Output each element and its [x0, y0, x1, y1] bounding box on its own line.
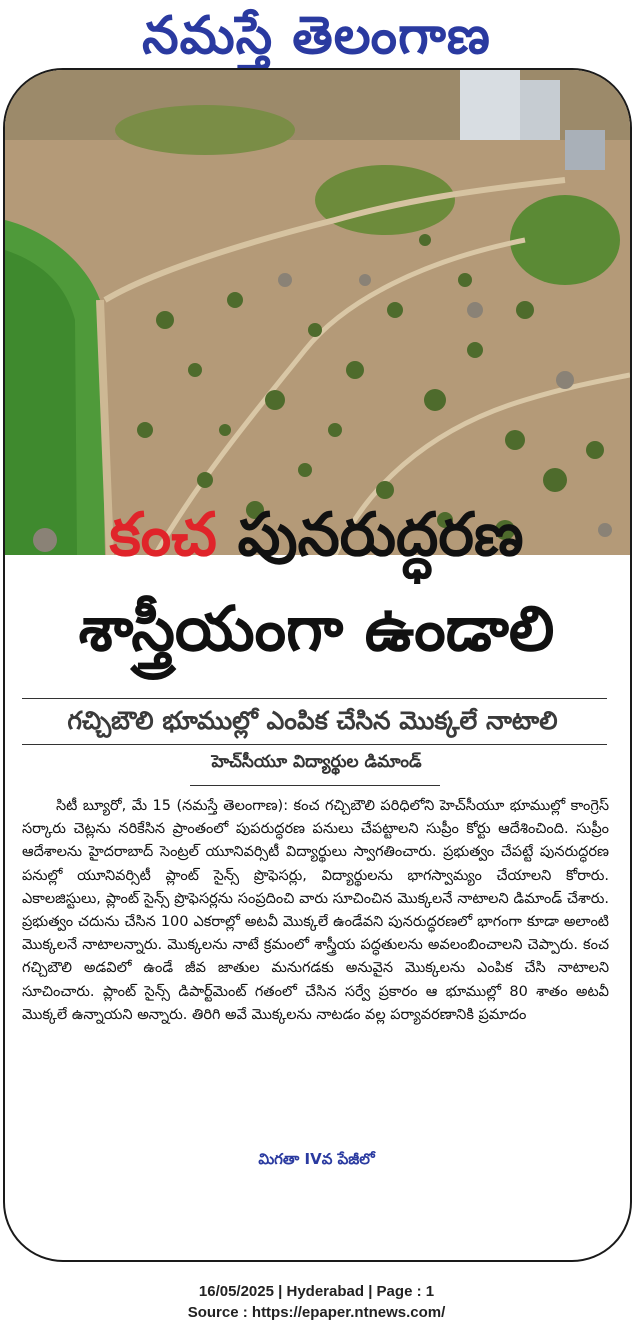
- continued-note: మిగతా IVవ పేజీలో: [258, 1150, 375, 1168]
- footer-source-link[interactable]: Source : https://epaper.ntnews.com/: [187, 1304, 446, 1321]
- headline-accent: కంచ: [109, 500, 217, 570]
- aerial-photo: [5, 70, 630, 555]
- headline-line-1-rest: పునరుద్ధరణ: [216, 500, 524, 570]
- article-body: [22, 795, 609, 1027]
- divider-short: [190, 785, 440, 786]
- article-frame: [3, 68, 632, 1262]
- headline-line-2: శాస్త్రీయంగా ఉండాలి: [78, 592, 555, 665]
- article-paragraph: సిటీ బ్యూరో, మే 15 (నమస్తే తెలంగాణ): కంచ గచ్చిబౌలి పరిధిలోని హెచ్‌సీయూ భూముల్లో కాంగ్రెస్ సర్కారు చెట్లను నరికేసిన ప్రాంతంలో పుపరుద్ధరణ పనులు చేపట్టాలని సుప్రీం కోర్టు ఆదేశించింది. సుప్రీం ఆదేశాలను హైదరాబాద్ సెంట్రల్ యూనివర్సిటీ విద్యార్థులు స్వాగతించారు. ప్రభుత్వం చేపట్టే పునరుద్ధరణ పనుల్లో యూనివర్సిటీ ప్లాంట్ సైన్స్ ప్రొఫెసర్లు, విద్యార్థులను భాగస్వామ్యం చేయాలని కోరారు. ఎకాలజిస్టులు, ప్లాంట్ సైన్స్ ప్రొఫెసర్లను సంప్రదించి వారు సూచించిన మొక్కలనే నాటాలని డిమాండ్ చేశారు. ప్రభుత్వం చదును చేసిన 100 ఎకరాల్లో అటవీ మొక్కలే ఉండేవని పునరుద్ధరణలో భాగంగా కూడా అలాంటి మొక్కలనే నాటాలన్నారు. మొక్కలను నాటే క్రమంలో శాస్త్రీయ పద్ధతులను అవలంబించాలని చెప్పారు. కంచ గచ్చిబౌలి అడవిలో ఉండే జీవ జాతుల మనుగడకు అనువైన మొక్కలను ఎంపిక చేసి నాటాలని సూచించారు. ప్లాంట్ సైన్స్ డిపార్ట్‌మెంట్ గతంలో చేసిన సర్వే ప్రకారం ఆ భూముల్లో 80 శాతం అటవీ మొక్కలే ఉన్నాయని అన్నారు. తిరిగి అవే మొక్కలను నాటడం వల్ల పర్యావరణానికి ప్రమాదం: [22, 798, 609, 1023]
- subdeck: హెచ్‌సీయూ విద్యార్థుల డిమాండ్: [211, 752, 422, 772]
- divider-middle: [22, 744, 607, 745]
- footer-dateline: 16/05/2025 | Hyderabad | Page : 1: [198, 1283, 435, 1300]
- masthead-logo: నమస్తే తెలంగాణ: [142, 6, 491, 66]
- deck: గచ్చిబౌలి భూముల్లో ఎంపిక చేసిన మొక్కలే నాటాలి: [67, 706, 558, 735]
- headline-line-1: [0, 500, 633, 570]
- divider-top: [22, 698, 607, 699]
